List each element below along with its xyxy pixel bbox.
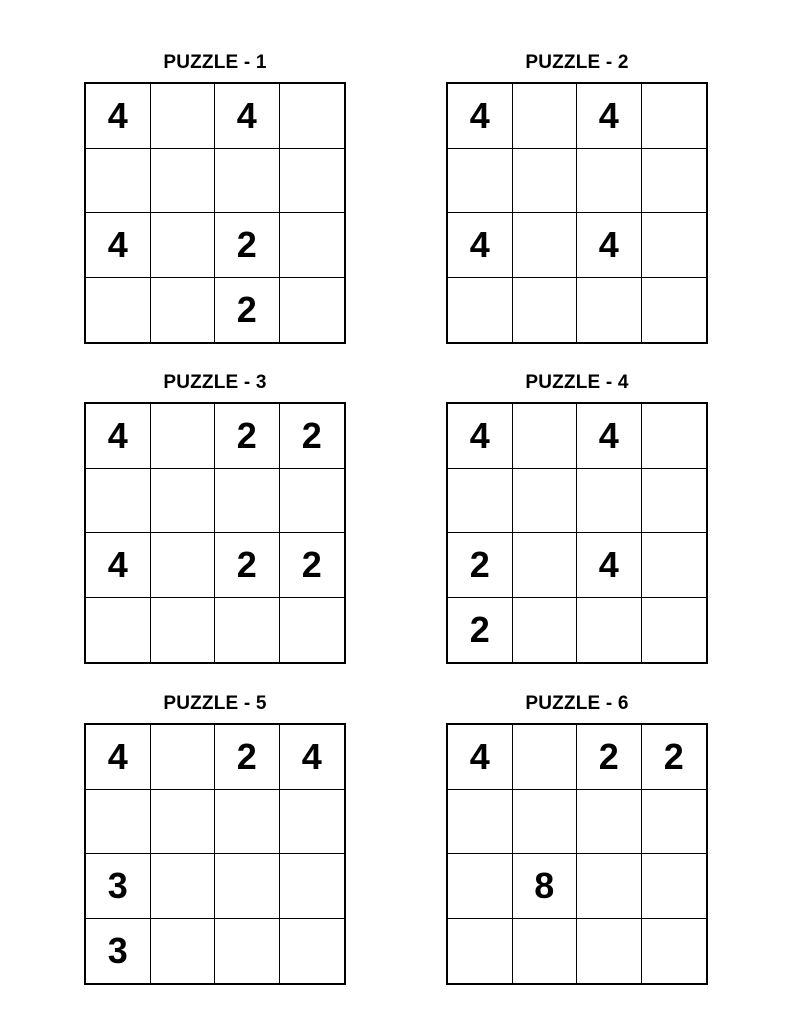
clue-cell[interactable]: 2 <box>215 213 280 278</box>
empty-cell[interactable] <box>448 854 513 919</box>
empty-cell[interactable] <box>151 149 216 214</box>
empty-cell[interactable] <box>642 790 707 855</box>
empty-cell[interactable] <box>513 149 578 214</box>
empty-cell[interactable] <box>513 84 578 149</box>
empty-cell[interactable] <box>577 790 642 855</box>
empty-cell[interactable] <box>513 213 578 278</box>
empty-cell[interactable] <box>151 598 216 663</box>
empty-cell[interactable] <box>215 854 280 919</box>
empty-cell[interactable] <box>513 725 578 790</box>
clue-cell[interactable]: 3 <box>86 854 151 919</box>
empty-cell[interactable] <box>151 404 216 469</box>
empty-cell[interactable] <box>642 598 707 663</box>
empty-cell[interactable] <box>86 278 151 343</box>
clue-cell[interactable]: 2 <box>448 598 513 663</box>
empty-cell[interactable] <box>642 533 707 598</box>
puzzle-title: PUZZLE - 5 <box>163 693 267 714</box>
puzzle-title: PUZZLE - 1 <box>163 52 267 73</box>
empty-cell[interactable] <box>215 149 280 214</box>
clue-cell[interactable]: 4 <box>86 404 151 469</box>
empty-cell[interactable] <box>448 919 513 984</box>
empty-cell[interactable] <box>513 469 578 534</box>
empty-cell[interactable] <box>577 598 642 663</box>
empty-cell[interactable] <box>151 469 216 534</box>
empty-cell[interactable] <box>513 533 578 598</box>
empty-cell[interactable] <box>577 854 642 919</box>
empty-cell[interactable] <box>642 404 707 469</box>
empty-cell[interactable] <box>151 854 216 919</box>
clue-cell[interactable]: 4 <box>577 213 642 278</box>
empty-cell[interactable] <box>642 278 707 343</box>
empty-cell[interactable] <box>151 278 216 343</box>
clue-cell[interactable]: 4 <box>448 725 513 790</box>
puzzle-2 <box>446 50 708 346</box>
empty-cell[interactable] <box>280 278 345 343</box>
empty-cell[interactable] <box>577 149 642 214</box>
empty-cell[interactable] <box>642 469 707 534</box>
puzzle-5 <box>84 691 346 987</box>
puzzle-4 <box>446 370 708 666</box>
empty-cell[interactable] <box>513 919 578 984</box>
empty-cell[interactable] <box>513 790 578 855</box>
empty-cell[interactable] <box>151 213 216 278</box>
empty-cell[interactable] <box>642 854 707 919</box>
empty-cell[interactable] <box>151 533 216 598</box>
clue-cell[interactable]: 4 <box>86 725 151 790</box>
clue-cell[interactable]: 4 <box>86 533 151 598</box>
clue-cell[interactable]: 4 <box>448 213 513 278</box>
empty-cell[interactable] <box>642 149 707 214</box>
clue-cell[interactable]: 2 <box>215 533 280 598</box>
puzzle-6 <box>446 691 708 987</box>
clue-cell[interactable]: 4 <box>448 404 513 469</box>
empty-cell[interactable] <box>86 149 151 214</box>
empty-cell[interactable] <box>513 598 578 663</box>
empty-cell[interactable] <box>577 469 642 534</box>
clue-cell[interactable]: 2 <box>280 533 345 598</box>
clue-cell[interactable]: 2 <box>280 404 345 469</box>
puzzle-3 <box>84 370 346 666</box>
puzzle-grid <box>84 723 346 985</box>
empty-cell[interactable] <box>86 469 151 534</box>
puzzle-grid <box>84 82 346 344</box>
puzzle-grid <box>84 402 346 664</box>
puzzle-title: PUZZLE - 6 <box>525 693 629 714</box>
empty-cell[interactable] <box>280 790 345 855</box>
clue-cell[interactable]: 2 <box>215 278 280 343</box>
puzzle-title: PUZZLE - 4 <box>525 372 629 393</box>
empty-cell[interactable] <box>280 598 345 663</box>
empty-cell[interactable] <box>642 84 707 149</box>
puzzle-1 <box>84 50 346 346</box>
empty-cell[interactable] <box>151 790 216 855</box>
empty-cell[interactable] <box>151 919 216 984</box>
empty-cell[interactable] <box>280 854 345 919</box>
clue-cell[interactable]: 4 <box>577 84 642 149</box>
clue-cell[interactable]: 3 <box>86 919 151 984</box>
empty-cell[interactable] <box>448 149 513 214</box>
puzzle-grid <box>446 723 708 985</box>
clue-cell[interactable]: 8 <box>513 854 578 919</box>
empty-cell[interactable] <box>215 469 280 534</box>
empty-cell[interactable] <box>280 469 345 534</box>
empty-cell[interactable] <box>448 469 513 534</box>
puzzle-title: PUZZLE - 2 <box>525 52 629 73</box>
empty-cell[interactable] <box>215 919 280 984</box>
empty-cell[interactable] <box>513 278 578 343</box>
clue-cell[interactable]: 2 <box>577 725 642 790</box>
empty-cell[interactable] <box>86 790 151 855</box>
empty-cell[interactable] <box>577 278 642 343</box>
clue-cell[interactable]: 2 <box>642 725 707 790</box>
empty-cell[interactable] <box>642 213 707 278</box>
puzzle-title: PUZZLE - 3 <box>163 372 267 393</box>
clue-cell[interactable]: 2 <box>215 725 280 790</box>
empty-cell[interactable] <box>215 598 280 663</box>
clue-cell[interactable]: 4 <box>215 84 280 149</box>
clue-cell[interactable]: 2 <box>448 533 513 598</box>
clue-cell[interactable]: 4 <box>577 404 642 469</box>
clue-cell[interactable]: 4 <box>448 84 513 149</box>
empty-cell[interactable] <box>280 213 345 278</box>
empty-cell[interactable] <box>448 278 513 343</box>
clue-cell[interactable]: 4 <box>577 533 642 598</box>
empty-cell[interactable] <box>151 725 216 790</box>
clue-cell[interactable]: 4 <box>86 84 151 149</box>
empty-cell[interactable] <box>513 404 578 469</box>
clue-cell[interactable]: 4 <box>280 725 345 790</box>
puzzle-grid <box>446 402 708 664</box>
puzzle-grid <box>446 82 708 344</box>
empty-cell[interactable] <box>280 84 345 149</box>
empty-cell[interactable] <box>151 84 216 149</box>
empty-cell[interactable] <box>577 919 642 984</box>
clue-cell[interactable]: 2 <box>215 404 280 469</box>
clue-cell[interactable]: 4 <box>86 213 151 278</box>
empty-cell[interactable] <box>280 919 345 984</box>
empty-cell[interactable] <box>86 598 151 663</box>
empty-cell[interactable] <box>448 790 513 855</box>
empty-cell[interactable] <box>215 790 280 855</box>
empty-cell[interactable] <box>642 919 707 984</box>
empty-cell[interactable] <box>280 149 345 214</box>
